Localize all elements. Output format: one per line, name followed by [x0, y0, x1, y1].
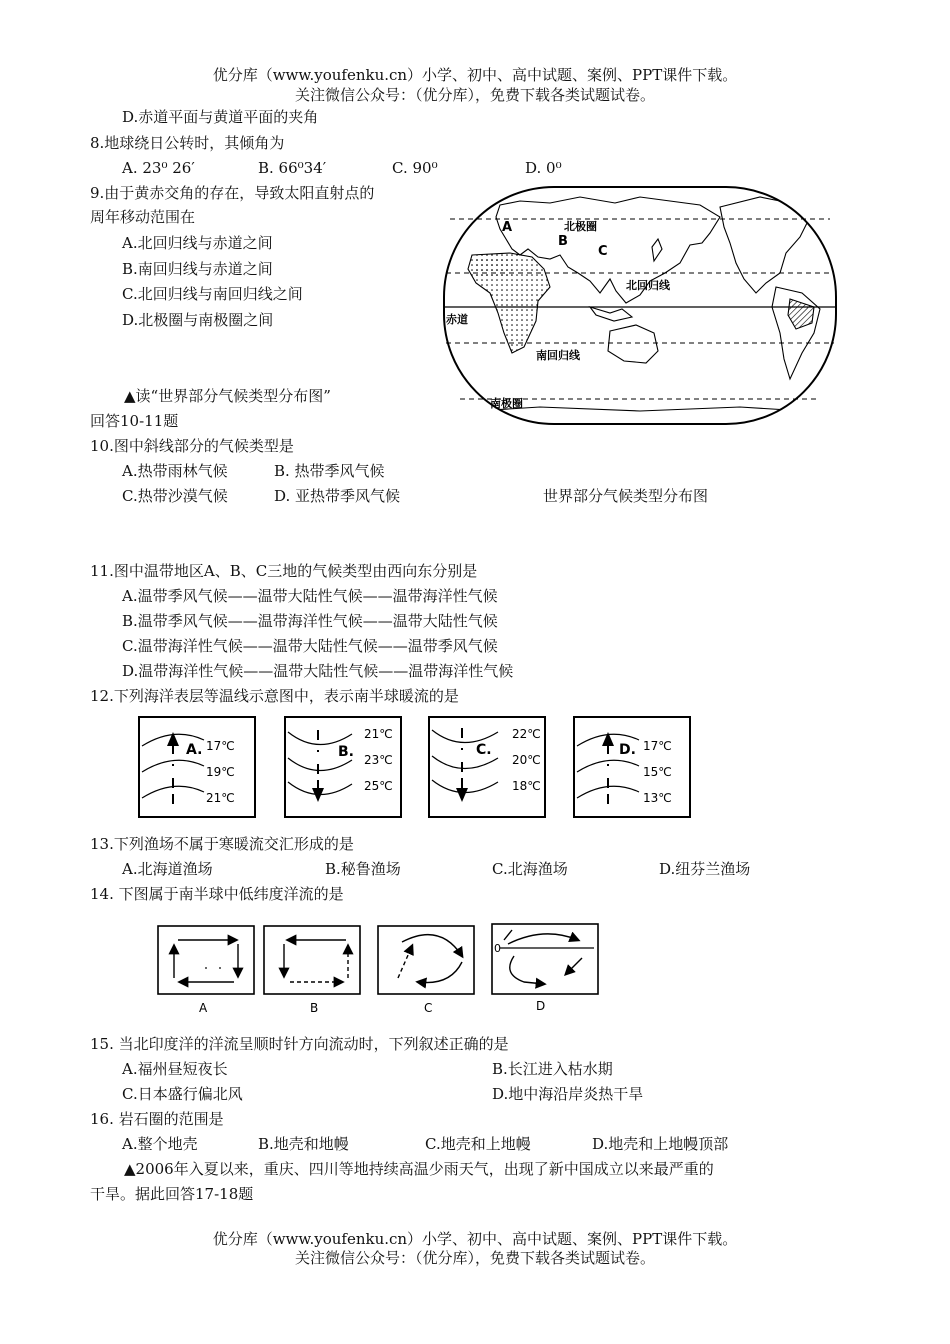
isotherm-diagram-c [428, 716, 546, 818]
map-label-equator: 赤道 [446, 313, 468, 326]
q15-option-b: B.长江进入枯水期 [492, 1060, 613, 1078]
world-climate-map [440, 183, 840, 428]
current-diagram-d [492, 924, 598, 1013]
q16-option-a: A.整个地壳 [122, 1135, 198, 1153]
q10-option-d: D. 亚热带季风气候 [274, 487, 401, 505]
q8-stem: 8.地球绕日公转时，其倾角为 [90, 134, 285, 152]
isotherm-diagram-d [573, 716, 691, 818]
footer-line-2: 关注微信公众号：（优分库），免费下载各类试题试卷。 [294, 1249, 655, 1267]
map-label-antarctic: 南极圈 [490, 397, 523, 410]
header-line-2: 关注微信公众号：（优分库），免费下载各类试题试卷。 [294, 86, 655, 104]
q15-option-c: C.日本盛行偏北风 [122, 1085, 243, 1103]
q9-stem-1: 9.由于黄赤交角的存在，导致太阳直射点的 [90, 184, 375, 202]
isotherm-a-letter: A. [186, 742, 203, 758]
isotherm-a-temp-1: 17℃ [206, 739, 235, 753]
isotherm-c-letter: C. [476, 742, 492, 758]
map-label-capricorn: 南回归线 [536, 349, 580, 362]
q9-option-d: D.北极圈与南极圈之间 [122, 311, 274, 329]
isotherm-b-temp-2: 23℃ [364, 753, 393, 767]
q16-option-c: C.地壳和上地幔 [425, 1135, 531, 1153]
q7-option-d: D.赤道平面与黄道平面的夹角 [122, 108, 319, 126]
intro-10-11-line-1: ▲读“世界部分气候类型分布图” [124, 387, 331, 405]
q8-option-c: C. 90⁰ [392, 159, 438, 177]
q11-option-c: C.温带海洋性气候——温带大陆性气候——温带季风气候 [122, 637, 498, 655]
map-caption: 世界部分气候类型分布图 [543, 487, 709, 505]
q9-option-b: B.南回归线与赤道之间 [122, 260, 273, 278]
isotherm-c-temp-1: 22℃ [512, 727, 541, 741]
intro-17-18-line-2: 干旱。据此回答17-18题 [90, 1185, 254, 1203]
current-label-d: D [536, 999, 546, 1013]
header-line-1: 优分库（www.youfenku.cn）小学、初中、高中试题、案例、PPT课件下载。 [212, 66, 738, 84]
isotherm-b-letter: B. [338, 744, 354, 760]
desert-region [476, 259, 512, 279]
ocean-current-diagrams [150, 918, 610, 1018]
q13-option-c: C.北海渔场 [492, 860, 568, 878]
q13-stem: 13.下列渔场不属于寒暖流交汇形成的是 [90, 835, 354, 853]
isotherm-c-temp-3: 18℃ [512, 779, 541, 793]
q16-option-d: D.地壳和上地幔顶部 [592, 1135, 729, 1153]
current-label-zero: 0 [494, 942, 501, 955]
q8-option-a: A. 23⁰ 26′ [122, 159, 195, 177]
isotherm-a-temp-2: 19℃ [206, 765, 235, 779]
q11-stem: 11.图中温带地区A、B、C三地的气候类型由西向东分别是 [90, 562, 478, 580]
q9-option-a: A.北回归线与赤道之间 [122, 234, 273, 252]
intro-17-18-line-1: ▲2006年入夏以来，重庆、四川等地持续高温少雨天气，出现了新中国成立以来最严重的 [124, 1160, 714, 1178]
q11-option-a: A.温带季风气候——温带大陆性气候——温带海洋性气候 [122, 587, 498, 605]
q12-stem: 12.下列海洋表层等温线示意图中，表示南半球暖流的是 [90, 687, 459, 705]
q10-option-c: C.热带沙漠气候 [122, 487, 228, 505]
isotherm-d-temp-3: 13℃ [643, 791, 672, 805]
current-diagram-a [158, 926, 254, 1015]
current-diagram-c [378, 926, 474, 1015]
q10-stem: 10.图中斜线部分的气候类型是 [90, 437, 294, 455]
greenland-outline [802, 191, 834, 217]
current-label-b: B [310, 1001, 319, 1015]
q13-option-b: B.秘鲁渔场 [325, 860, 401, 878]
map-label-b: B [558, 234, 568, 249]
isotherm-d-letter: D. [619, 742, 636, 758]
current-diagram-b [264, 926, 360, 1015]
q16-option-b: B.地壳和地幔 [258, 1135, 349, 1153]
q11-option-b: B.温带季风气候——温带海洋性气候——温带大陆性气候 [122, 612, 498, 630]
q15-stem: 15. 当北印度洋的洋流呈顺时针方向流动时，下列叙述正确的是 [90, 1035, 509, 1053]
isotherm-a-temp-3: 21℃ [206, 791, 235, 805]
q13-option-a: A.北海道渔场 [122, 860, 213, 878]
isotherm-diagram-a [138, 716, 256, 818]
isotherm-d-temp-1: 17℃ [643, 739, 672, 753]
q9-stem-2: 周年移动范围在 [90, 208, 196, 226]
map-label-arctic: 北极圈 [564, 220, 597, 233]
isotherm-d-temp-2: 15℃ [643, 765, 672, 779]
q8-option-d: D. 0⁰ [525, 159, 562, 177]
q9-option-c: C.北回归线与南回归线之间 [122, 285, 303, 303]
map-label-c: C [598, 244, 608, 259]
current-label-a: A [199, 1001, 208, 1015]
isotherm-diagram-b [284, 716, 402, 818]
q15-option-a: A.福州昼短夜长 [122, 1060, 228, 1078]
q10-option-b: B. 热带季风气候 [274, 462, 385, 480]
q13-option-d: D.纽芬兰渔场 [659, 860, 751, 878]
current-label-c: C [424, 1001, 433, 1015]
isotherm-c-temp-2: 20℃ [512, 753, 541, 767]
q14-stem: 14. 下图属于南半球中低纬度洋流的是 [90, 885, 344, 903]
intro-10-11-line-2: 回答10-11题 [90, 412, 179, 430]
q16-stem: 16. 岩石圈的范围是 [90, 1110, 224, 1128]
isotherm-b-temp-1: 21℃ [364, 727, 393, 741]
map-label-cancer: 北回归线 [626, 279, 670, 292]
q10-option-a: A.热带雨林气候 [122, 462, 228, 480]
q15-option-d: D.地中海沿岸炎热干旱 [492, 1085, 644, 1103]
q8-option-b: B. 66⁰34′ [258, 159, 327, 177]
q11-option-d: D.温带海洋性气候——温带大陆性气候——温带海洋性气候 [122, 662, 514, 680]
map-label-a: A [502, 220, 513, 235]
footer-line-1: 优分库（www.youfenku.cn）小学、初中、高中试题、案例、PPT课件下载。 [212, 1230, 738, 1248]
isotherm-b-temp-3: 25℃ [364, 779, 393, 793]
